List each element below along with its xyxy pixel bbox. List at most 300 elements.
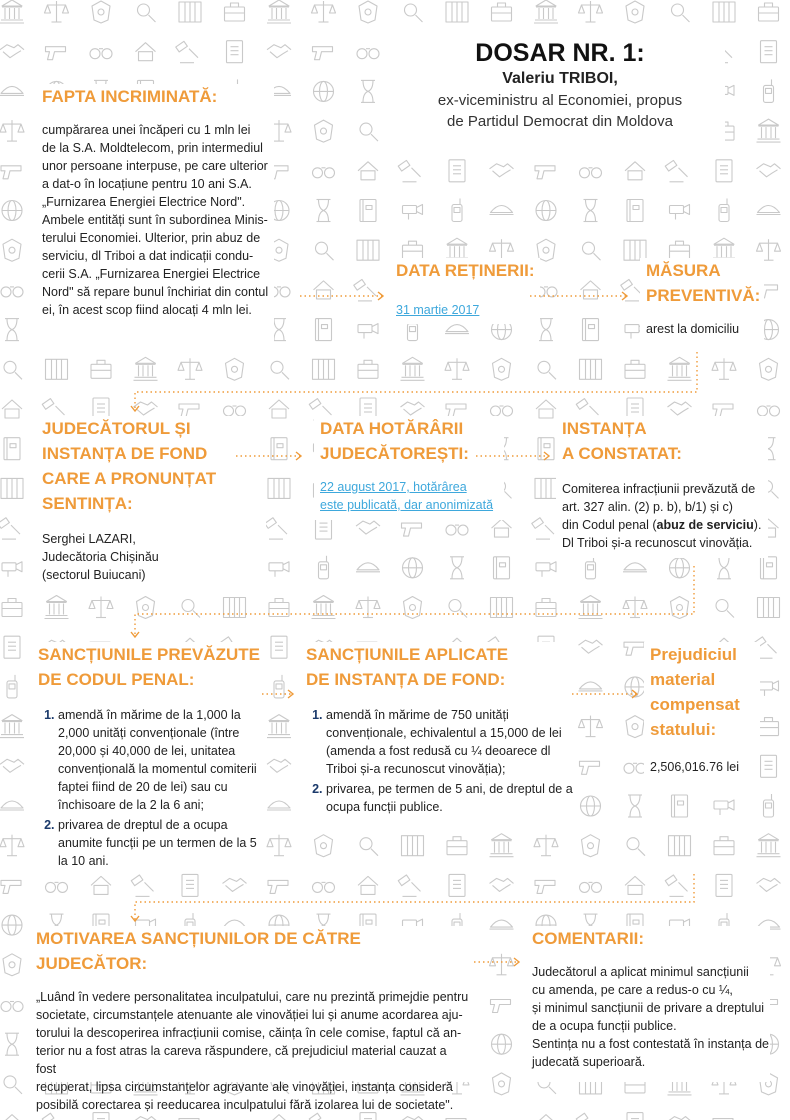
text-line: judecată superioară.	[532, 1055, 646, 1069]
handshake-icon	[356, 521, 380, 534]
house-icon	[269, 1115, 289, 1120]
magnifier-icon	[360, 838, 378, 856]
gavel-icon	[176, 41, 198, 62]
book-icon	[672, 795, 688, 817]
book-icon	[271, 438, 287, 460]
cuffs-icon	[46, 882, 68, 892]
globe-icon	[2, 915, 22, 935]
judge-heading-line-1: JUDECĂTORUL ȘI	[42, 419, 191, 438]
walkie-icon	[764, 794, 774, 817]
doc-icon	[716, 160, 732, 182]
hourglass-icon	[539, 319, 553, 341]
judge-heading-line-2: INSTANȚA DE FOND	[42, 444, 208, 463]
house-icon	[314, 281, 334, 299]
badge-icon	[359, 1, 377, 23]
bars-icon	[669, 836, 691, 856]
court-finding-heading-line-1: INSTANȚA	[562, 419, 647, 438]
preventive-measure-heading-line-1: MĂSURA	[646, 261, 721, 280]
hourglass-icon	[272, 319, 286, 341]
globe-icon	[670, 558, 690, 578]
gun-icon	[624, 642, 644, 655]
verdict-date-section	[314, 416, 504, 520]
text-line: art. 327 alin. (2) p. b), b/1) și c)	[562, 500, 733, 514]
house-icon	[536, 1115, 556, 1120]
house-icon	[625, 876, 645, 894]
court-icon	[757, 834, 781, 857]
judge-section	[36, 416, 266, 592]
handshake-icon	[401, 402, 425, 415]
cap-icon	[490, 206, 514, 215]
cuffs-icon	[624, 763, 646, 773]
briefcase-icon	[403, 241, 423, 259]
camera-icon	[759, 681, 779, 696]
walkie-icon	[7, 675, 17, 698]
doc-icon	[316, 517, 332, 539]
badge-icon	[493, 358, 511, 380]
gun-icon	[268, 880, 288, 893]
scales-icon	[356, 597, 380, 618]
damage-heading-line-2: material	[650, 670, 716, 689]
cap-icon	[490, 920, 514, 929]
camera-icon	[2, 562, 22, 577]
hourglass-icon	[584, 200, 598, 222]
text-line: serviciu, dl Triboi a dat indicații condu-	[42, 249, 254, 263]
handshake-icon	[401, 1117, 425, 1120]
gun-icon	[1, 880, 21, 893]
doc-icon	[627, 1113, 643, 1120]
verdict-date-heading-line-2: JUDECĂTOREȘTI:	[320, 444, 469, 463]
court-name: Judecătoria Chișinău	[42, 550, 159, 564]
scales-icon	[445, 358, 469, 379]
globe-icon	[2, 201, 22, 221]
text-line: de a ocupa funcții publice.	[532, 1019, 677, 1033]
scales-icon	[579, 1, 603, 22]
magnifier-icon	[405, 4, 423, 22]
bars-icon	[313, 359, 335, 379]
scales-icon	[0, 835, 24, 856]
text-line: „Luând în vedere personalitatea inculpatului, care nu prezintă primejdie pentru	[36, 990, 469, 1004]
gavel-icon	[398, 160, 420, 181]
cuffs-icon	[580, 168, 602, 178]
court-icon	[134, 357, 158, 380]
book-icon	[583, 319, 599, 341]
doc-icon	[716, 874, 732, 896]
camera-icon	[670, 205, 690, 220]
scales-icon	[89, 597, 113, 618]
court-finding-section	[556, 416, 768, 558]
briefcase-icon	[225, 3, 245, 21]
gun-icon	[580, 761, 600, 774]
gavel-icon	[0, 518, 20, 539]
house-icon	[492, 519, 512, 537]
court-icon	[668, 357, 692, 380]
magnifier-icon	[360, 123, 378, 141]
briefcase-icon	[358, 360, 378, 378]
text-line: Judecătorul a aplicat minimul sancțiunii	[532, 965, 749, 979]
briefcase-icon	[670, 241, 690, 259]
damage-value: 2,506,016.76 lei	[650, 760, 739, 774]
book-icon	[538, 438, 554, 460]
scales-icon	[312, 1, 336, 22]
briefcase-icon	[759, 718, 779, 736]
gavel-icon	[131, 875, 153, 896]
globe-icon	[314, 81, 334, 101]
book-icon	[627, 200, 643, 222]
text-line: cu amenda, pe care a redus-o cu ¼,	[532, 983, 733, 997]
handshake-icon	[668, 1117, 692, 1120]
badge-icon	[760, 358, 778, 380]
gun-icon	[535, 166, 555, 179]
badge-icon	[493, 1073, 511, 1095]
bars-icon	[46, 359, 68, 379]
verdict-date-link-line-1[interactable]: 22 august 2017, hotărârea	[320, 480, 467, 494]
scales-icon	[178, 358, 202, 379]
text-line: Dl Triboi și-a recunoscut vinovăția.	[562, 536, 753, 550]
handshake-icon	[267, 45, 291, 58]
badge-icon	[137, 597, 155, 619]
camera-icon	[358, 324, 378, 339]
arrest-date-heading: DATA REȚINERII:	[396, 261, 535, 280]
text-span: ).	[753, 518, 762, 532]
scales-icon	[490, 954, 514, 975]
briefcase-icon	[492, 3, 512, 21]
bars-icon	[491, 598, 513, 618]
hourglass-icon	[628, 795, 642, 817]
briefcase-icon	[714, 837, 734, 855]
doc-icon	[761, 755, 777, 777]
globe-icon	[403, 558, 423, 578]
gavel-icon	[665, 875, 687, 896]
handshake-icon	[267, 759, 291, 772]
gavel-icon	[398, 875, 420, 896]
bars-icon	[758, 598, 780, 618]
house-icon	[269, 400, 289, 418]
verdict-date-heading-line-1: DATA HOTĂRÂRII	[320, 419, 464, 438]
magnifier-icon	[672, 4, 690, 22]
magnifier-icon	[449, 600, 467, 618]
text-line: Comiterea infracțiunii prevăzută de	[562, 482, 756, 496]
arrest-date-link[interactable]: 31 martie 2017	[396, 303, 480, 317]
bars-icon	[224, 598, 246, 618]
court-icon	[757, 119, 781, 142]
handshake-icon	[757, 164, 781, 177]
court-icon	[579, 596, 603, 619]
gun-icon	[491, 1000, 511, 1013]
bars-icon	[713, 2, 735, 22]
scales-icon	[534, 835, 558, 856]
magnifier-icon	[271, 361, 289, 379]
house-icon	[136, 43, 156, 61]
magnifier-icon	[4, 1076, 22, 1094]
applied-sanctions-heading-line-1: SANCȚIUNILE APLICATE	[306, 645, 509, 664]
cuffs-icon	[313, 168, 335, 178]
scales-icon	[267, 835, 291, 856]
magnifier-icon	[4, 361, 22, 379]
text-line: terului Economiei. Ulterior, prin abuz de	[42, 231, 261, 245]
offense-name: abuz de serviciu	[656, 518, 754, 532]
badge-icon	[315, 835, 333, 857]
list-item: 1. amendă în mărime de la 1,000 la 2,000 unități convenționale (între 20,000 și 40,000 de lei, unitatea convențională la momentul comiterii faptei fiind de 20 de lei) sau cu închisoare de la 2 la 6 ani;	[58, 706, 264, 814]
verdict-date-link-line-2[interactable]: este publicată, dar anonimizată	[320, 498, 494, 512]
comments-heading: COMENTARII:	[532, 929, 645, 948]
cuffs-icon	[224, 406, 246, 416]
cap-icon	[267, 801, 291, 810]
doc-icon	[182, 874, 198, 896]
handshake-icon	[757, 878, 781, 891]
magnifier-icon	[583, 242, 601, 260]
list-item: 1. amendă în mărime de 750 unități convenționale, echivalentul a 15,000 de lei (amenda a fost redusă cu ¼ deoarece dl Triboi și-a recunoscut vinovăția);	[326, 706, 578, 778]
badge-icon	[671, 597, 689, 619]
text-line: unor persoane interpuse, pe care ulterior	[42, 159, 268, 173]
defendant-name: Valeriu TRIBOI,	[502, 70, 618, 87]
camera-icon	[403, 205, 423, 220]
penal-code-sanctions-heading-line-2: DE CODUL PENAL:	[38, 670, 195, 689]
bars-icon	[179, 2, 201, 22]
doc-icon	[449, 160, 465, 182]
gun-icon	[313, 47, 333, 60]
badge-icon	[582, 835, 600, 857]
cuffs-icon	[446, 525, 468, 535]
text-span: din Codul penal (	[562, 518, 657, 532]
court-icon	[267, 0, 291, 23]
briefcase-icon	[2, 599, 22, 617]
bars-icon	[535, 478, 557, 498]
cap-icon	[0, 86, 24, 95]
bars-icon	[580, 359, 602, 379]
doc-icon	[4, 636, 20, 658]
badge-icon	[3, 239, 21, 261]
badge-icon	[3, 954, 21, 976]
cuffs-icon	[1, 1002, 23, 1012]
briefcase-icon	[91, 360, 111, 378]
globe-icon	[581, 796, 601, 816]
dossier-header	[395, 38, 725, 150]
list-item: 2. privarea de dreptul de a ocupa anumite funcții pe un termen de la 5 la 10 ani.	[58, 816, 264, 870]
magnifier-icon	[627, 838, 645, 856]
court-icon	[490, 834, 514, 857]
gavel-icon	[665, 160, 687, 181]
handshake-icon	[134, 1117, 158, 1120]
walkie-icon	[586, 556, 596, 579]
walkie-icon	[319, 556, 329, 579]
handshake-icon	[668, 402, 692, 415]
house-icon	[358, 876, 378, 894]
arrest-date-section	[390, 258, 540, 324]
badge-icon	[626, 1, 644, 23]
bars-icon	[402, 836, 424, 856]
charged-act-section	[36, 84, 274, 342]
cap-icon	[579, 682, 603, 691]
cap-icon	[623, 563, 647, 572]
cuffs-icon	[357, 49, 379, 59]
list-item: 2. privarea, pe termen de 5 ani, de dreptul de a ocupa funcții publice.	[326, 780, 578, 816]
gun-icon	[46, 47, 66, 60]
hourglass-icon	[717, 557, 731, 579]
text-line: posibilă corectarea și reeducarea inculpatului fără izolarea lui de societate".	[36, 1098, 454, 1112]
scales-icon	[0, 120, 24, 141]
book-icon	[494, 557, 510, 579]
cuffs-icon	[491, 406, 513, 416]
court-icon	[0, 715, 24, 738]
badge-icon	[404, 597, 422, 619]
judge-heading-line-4: SENTINȚA:	[42, 494, 133, 513]
cuffs-icon	[90, 49, 112, 59]
house-icon	[625, 162, 645, 180]
hourglass-icon	[5, 1033, 19, 1055]
court-icon	[0, 0, 24, 23]
comments-section	[526, 926, 770, 1082]
camera-icon	[269, 562, 289, 577]
gavel-icon	[532, 518, 554, 539]
text-line: a dat-o în locațiune pentru 10 ani S.A.	[42, 177, 252, 191]
scales-icon	[45, 1, 69, 22]
penal-code-sanctions-heading-line-1: SANCȚIUNILE PREVĂZUTE	[38, 645, 260, 664]
court-finding-heading-line-2: A CONSTATAT:	[562, 444, 682, 463]
doc-icon	[449, 874, 465, 896]
gun-icon	[535, 880, 555, 893]
bars-icon	[1, 478, 23, 498]
handshake-icon	[134, 402, 158, 415]
judge-name: Serghei LAZARI,	[42, 532, 136, 546]
damage-heading-line-4: statului:	[650, 720, 717, 739]
applied-sanctions-section	[300, 642, 573, 832]
sanctions-reasoning-heading: MOTIVAREA SANCȚIUNILOR DE CĂTRE JUDECĂTOR:	[36, 929, 361, 973]
charged-act-text	[42, 121, 274, 319]
handshake-icon	[0, 45, 24, 58]
damage-heading-line-3: compensat	[650, 695, 740, 714]
court-icon	[534, 0, 558, 23]
comments-text	[532, 963, 770, 1071]
house-icon	[358, 162, 378, 180]
bars-icon	[446, 2, 468, 22]
hourglass-icon	[450, 557, 464, 579]
preventive-measure-section	[640, 258, 764, 346]
handshake-icon	[223, 878, 247, 891]
doc-icon	[227, 41, 243, 63]
camera-icon	[536, 562, 556, 577]
cap-icon	[445, 325, 469, 334]
sanctions-reasoning-section	[30, 926, 470, 1112]
walkie-icon	[719, 199, 729, 222]
handshake-icon	[0, 759, 24, 772]
text-line: terior nu a fost atras la careva răspundere, că prejudiciul material cauzat a fost	[36, 1044, 447, 1076]
walkie-icon	[764, 79, 774, 102]
sanctions-reasoning-quote	[36, 988, 470, 1114]
text-line: ei, în acest scop fiind alocați 4 mln lei.	[42, 303, 252, 317]
hourglass-icon	[317, 200, 331, 222]
penal-code-sanctions-section	[32, 642, 264, 868]
gavel-icon	[576, 1113, 598, 1120]
magnifier-icon	[538, 361, 556, 379]
preventive-measure-heading-line-2: PREVENTIVĂ:	[646, 286, 761, 305]
court-finding-text	[562, 480, 768, 552]
scales-icon	[623, 597, 647, 618]
court-icon	[401, 357, 425, 380]
verdict-date-link[interactable]	[320, 478, 504, 514]
camera-icon	[714, 800, 734, 815]
dossier-number: DOSAR NR. 1:	[475, 39, 645, 67]
text-line: torului la descoperirea infracțiunii comise, căința în cele comise, faptul că an-	[36, 1026, 462, 1040]
gun-icon	[1, 166, 21, 179]
house-icon	[91, 876, 111, 894]
gavel-icon	[42, 1113, 64, 1120]
judge-details	[42, 530, 266, 584]
damage-compensated-section	[644, 642, 760, 782]
text-line: cumpărarea unei încăperi cu 1 mln lei	[42, 123, 251, 137]
hourglass-icon	[5, 319, 19, 341]
handshake-icon	[490, 164, 514, 177]
cuffs-icon	[580, 882, 602, 892]
cuffs-icon	[313, 882, 335, 892]
court-icon	[312, 596, 336, 619]
doc-icon	[271, 636, 287, 658]
gun-icon	[402, 523, 422, 536]
text-line: societate, circumstanțele atenuante ale vinovăției lui și anume acordarea aju-	[36, 1008, 463, 1022]
handshake-icon	[490, 878, 514, 891]
book-icon	[316, 319, 332, 341]
house-icon	[2, 400, 22, 418]
hourglass-icon	[361, 80, 375, 102]
book-icon	[761, 557, 777, 579]
text-line	[562, 516, 768, 534]
court-icon	[45, 596, 69, 619]
magnifier-icon	[182, 600, 200, 618]
gavel-icon	[309, 1113, 331, 1120]
cuffs-icon	[1, 287, 23, 297]
magnifier-icon	[316, 242, 334, 260]
cap-icon	[757, 206, 781, 215]
gavel-icon	[354, 279, 376, 300]
house-icon	[581, 281, 601, 299]
cap-icon	[0, 801, 24, 810]
defendant-role-line-1: ex-viceministru al Economiei, propus	[437, 92, 683, 109]
penal-code-sanctions-list	[38, 706, 264, 870]
badge-icon	[226, 358, 244, 380]
house-icon	[536, 400, 556, 418]
globe-icon	[625, 677, 645, 697]
defendant-role-line-2: de Partidul Democrat din Moldova	[447, 113, 673, 130]
badge-icon	[626, 716, 644, 738]
bars-icon	[268, 478, 290, 498]
bars-icon	[357, 240, 379, 260]
briefcase-icon	[269, 599, 289, 617]
briefcase-icon	[447, 837, 467, 855]
badge-icon	[315, 120, 333, 142]
scales-icon	[712, 358, 736, 379]
handshake-icon	[579, 640, 603, 653]
globe-icon	[536, 201, 556, 221]
briefcase-icon	[759, 3, 779, 21]
judge-heading-line-3: CARE A PRONUNȚAT	[42, 469, 217, 488]
doc-icon	[761, 41, 777, 63]
text-line: Ambele entități sunt în subordinea Minis-	[42, 213, 268, 227]
scales-icon	[579, 716, 603, 737]
magnifier-icon	[716, 600, 734, 618]
charged-act-heading: FAPTA INCRIMINATĂ:	[42, 87, 218, 106]
court-icon	[267, 715, 291, 738]
badge-icon	[92, 1, 110, 23]
house-icon	[2, 1115, 22, 1120]
text-line: Nord" să repare bunul închiriat din contul	[42, 285, 269, 299]
court-sector: (sectorul Buiucani)	[42, 568, 146, 582]
text-line: și minimul sancțiunii de privare a dreptului	[532, 1001, 765, 1015]
text-line: Sentința nu a fost contestată în instanța de	[532, 1037, 769, 1051]
walkie-icon	[452, 199, 462, 222]
applied-sanctions-heading-line-2: DE INSTANȚA DE FOND:	[306, 670, 506, 689]
cap-icon	[356, 563, 380, 572]
globe-icon	[492, 1034, 512, 1054]
applied-sanctions-list	[306, 706, 578, 816]
